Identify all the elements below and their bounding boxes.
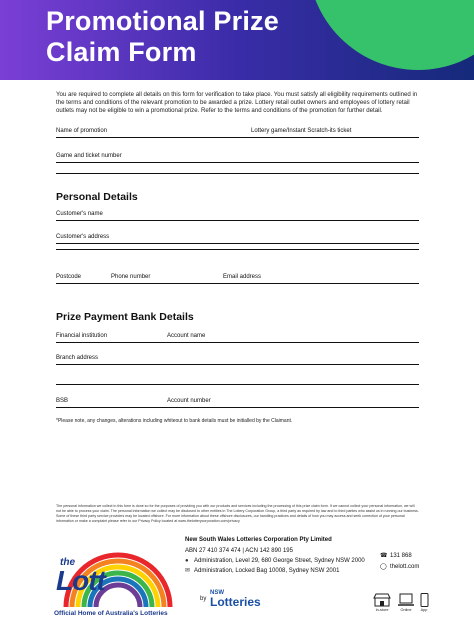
instore-label: In-store [375, 608, 389, 612]
web-row [380, 562, 419, 573]
by-text: by [200, 596, 207, 602]
admin-postal: Administration, Locked Bag 10008, Sydney NSW 2001 [194, 568, 340, 574]
name-of-promotion-label: Name of promotion [56, 128, 108, 134]
company-abn: ABN 27 410 374 474 | ACN 142 890 195 [185, 548, 293, 554]
globe-icon: ◯ [380, 564, 387, 570]
bsb-row [56, 393, 419, 408]
channel-instore [370, 593, 394, 612]
admin-postal-row [185, 566, 365, 576]
phone-app-icon [415, 593, 433, 607]
branch-address-line-2[interactable] [56, 370, 419, 385]
location-pin-icon: ● [185, 558, 189, 564]
phone-number-label: Phone number [111, 274, 151, 280]
title-line-1: Promotional Prize [46, 6, 279, 36]
admin-street: Administration, Level 29, 680 George Street, Sydney NSW 2000 [194, 558, 365, 564]
nsw-text: NSW [210, 590, 224, 596]
customer-name-label: Customer's name [56, 211, 103, 217]
intro-text: You are required to complete all details on this form for verification to take place. You must satisfy all eligibility requirements outlined in the terms and conditions of the relevant promotion to be awarded a prize. Lottery retail outlet owners and employees of lottery retail outlets may not be eligible to win a promotional prize. Refer to the terms and conditions of the promotion for further detail. [56, 91, 418, 114]
personal-details-heading: Personal Details [56, 191, 138, 203]
customer-name-field[interactable] [56, 206, 419, 221]
branch-address-field[interactable] [56, 350, 419, 365]
bsb-label: BSB [56, 398, 69, 404]
customer-address-line-2[interactable] [56, 235, 419, 250]
bank-row [56, 328, 419, 343]
website-link[interactable]: thelott.com [390, 564, 420, 570]
postcode-label: Postcode [56, 274, 82, 280]
contact-row [56, 269, 419, 284]
header-banner [0, 0, 474, 80]
branch-address-label: Branch address [56, 355, 99, 361]
phone-number[interactable]: 131 868 [390, 553, 412, 559]
online-label: Online [400, 608, 412, 612]
page-title [46, 6, 279, 68]
email-address-label: Email address [223, 274, 262, 280]
admin-street-row [185, 556, 365, 566]
mail-icon: ✉ [185, 568, 191, 574]
channel-app [412, 593, 436, 612]
lottery-game-field[interactable] [241, 123, 419, 137]
the-lott-logo [52, 537, 182, 625]
company-name: New South Wales Lotteries Corporation Pty Limited [185, 537, 332, 543]
phone-row [380, 551, 419, 562]
nsw-lotteries-logo [210, 590, 261, 609]
lotteries-text: Lotteries [210, 595, 261, 609]
financial-institution-label: Financial institution [56, 333, 108, 339]
customer-address-label: Customer's address [56, 234, 110, 240]
bank-note: *Please note, any changes, alterations including whiteout to bank details must be initialled by the Claimant. [56, 418, 293, 424]
game-ticket-number-label: Game and ticket number [56, 153, 122, 159]
phone-icon: ☎ [380, 553, 388, 559]
app-label: App [420, 608, 428, 612]
privacy-statement: The personal information we collect in this form is done so for the purposes of providing you with our products and services including the processing of this prize claim form. If we cannot collect your personal information, we will not be able to process your claim. The personal information we collect may be disclosed to other entities in The Lottery Corporation Group, a third party as required by law and to third parties who assist us in running our business. Some of these third party service providers may be located offshore. For more information about these offshore disclosures, our handling practices and details of how you may access and seek correction of your personal information or make a complaint please refer to our Privacy Policy located at www.thelotterycorporation.com/privacy [56, 504, 419, 523]
logo-lott-text: Lott [56, 565, 105, 596]
account-name-label: Account name [167, 333, 206, 339]
logo-the-text: the [60, 557, 75, 568]
store-icon [373, 593, 391, 607]
lottery-game-label: Lottery game/Instant Scratch-its ticket [251, 128, 352, 134]
title-line-2: Claim Form [46, 37, 197, 67]
bank-details-heading: Prize Payment Bank Details [56, 311, 194, 323]
logo-tagline: Official Home of Australia's Lotteries [54, 610, 168, 617]
contact-details [380, 551, 419, 573]
account-number-label: Account number [167, 398, 211, 404]
game-ticket-number-line-2[interactable] [56, 159, 419, 174]
company-details [185, 537, 365, 576]
header-green-circle [308, 0, 474, 70]
